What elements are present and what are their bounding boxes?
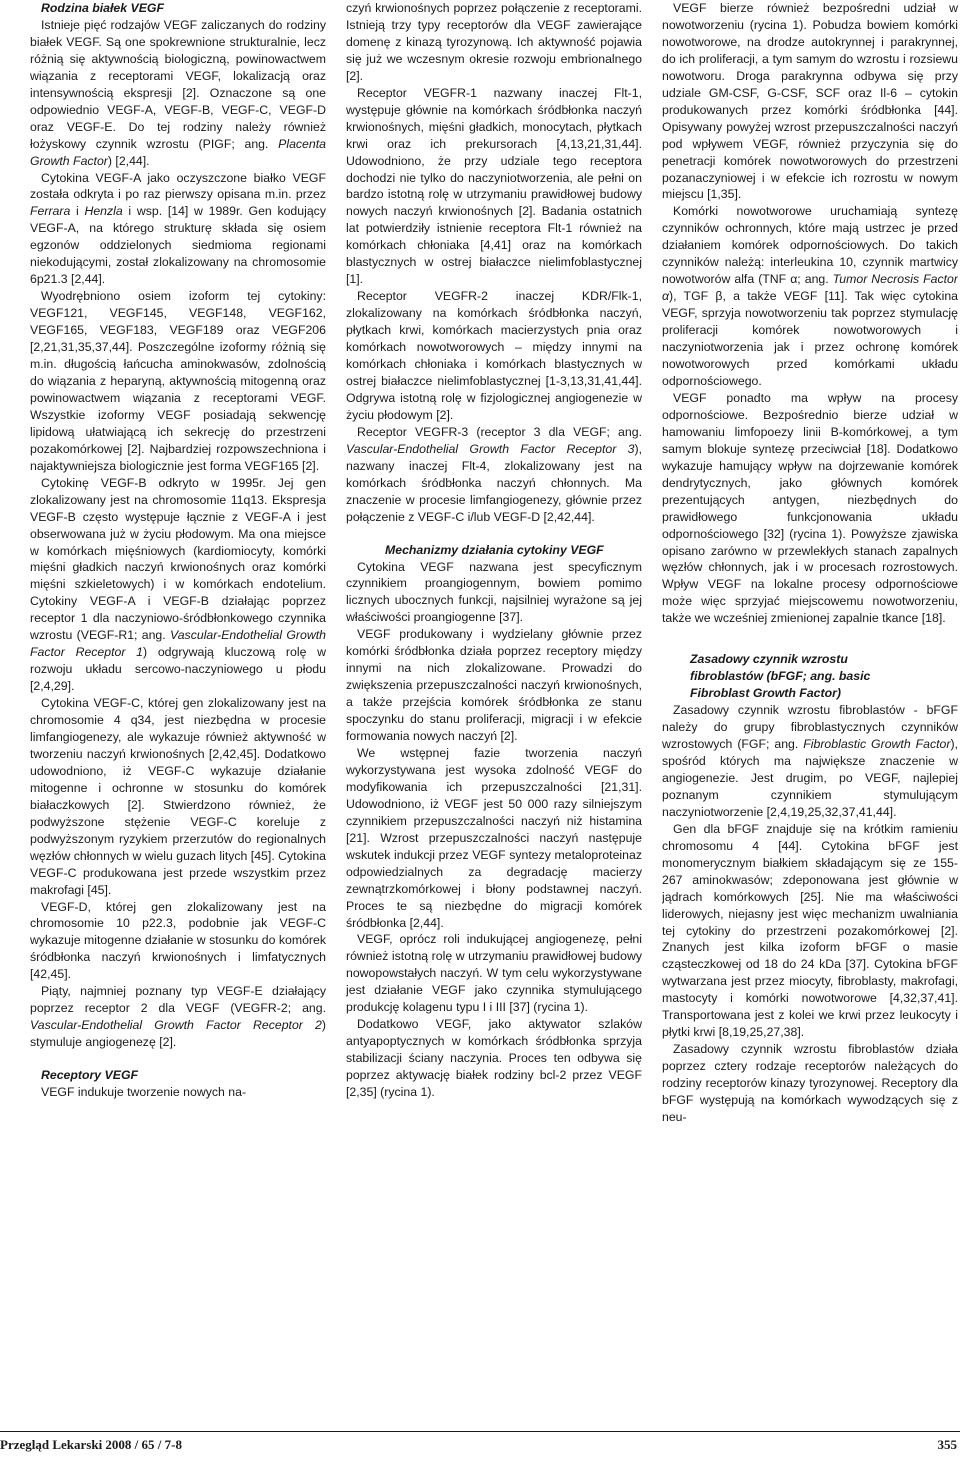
- paragraph: VEGF ponadto ma wpływ na procesy odpornościowe. Bezpośrednio bierze udział w hamowaniu limfopoezy linii B-komórkowej, a tym samym blokuje syntezę przeciwciał [18]. Dodatkowo wykazuje hamujący wpływ na dojrzewanie komórek dendrytycznych, jako głównych komórek prezentujących antygen, niezbędnych do prawidłowego funkcjonowania układu odpornościowego [32] (rycina 1). Powyższe zjawiska opisano zarówno w przewlekłych stanach zapalnych węzłów chłonnych, jak i w procesach rozrostowych. Wpływ VEGF na lokalne procesy odpornościowe może więc sprzyjać miejscowemu nowotworzeniu, także we wcześniej zmienionej zapalnie tkance [18].: [662, 390, 958, 626]
- text-columns: [30, 0, 958, 1425]
- paragraph: VEGF, oprócz roli indukującej angiogenezę, pełni również istotną rolę w utrzymaniu prawidłowej budowy nowopowstałych naczyń. W tym celu wykorzystywane jest działanie VEGF jako czynnika stymulującego produkcję kolagenu typu I i III [37] (rycina 1).: [346, 932, 642, 1015]
- section-heading-vegf-receptors: Receptory VEGF: [41, 1068, 139, 1083]
- section-heading-vegf-family: Rodzina białek VEGF: [41, 1, 164, 15]
- paragraph: Cytokina VEGF-A jako oczyszczone białko VEGF została odkryta i po raz pierwszy opisana m.in. przez Ferrara i Henzla i wsp. [14] w 1989r. Gen kodujący VEGF-A, na którego strukturę składa się osiem egzonów oddzielonych siedmioma regionami niekodującymi, został zlokalizowany na chromosomie 6p21.3 [2,44].: [30, 170, 326, 287]
- paragraph: Receptor VEGFR-2 inaczej KDR/Flk-1, zlokalizowany na komórkach śródbłonka naczyń, płytkach krwi, komórkach macierzystych pnia oraz komórkach nowotworowych – między innymi na komórkach chłoniaka i komórkach blastycznych w ostrej białaczce nielimfoblastycznej [1-3,13,31,41,44]. Odgrywa istotną rolę w fizjologicznej angiogenezie w życiu płodowym [2].: [346, 289, 642, 422]
- paragraph: Istnieje pięć rodzajów VEGF zaliczanych do rodziny białek VEGF. Są one spokrewnione strukturalnie, lecz różnią się aktywnością biologiczną, powinowactwem wiązania z receptorami VEGF, lokalizacją oraz intensywnością ekspresji [2]. Oznaczone są one odpowiednio VEGF-A, VEGF-B, VEGF-C, VEGF-D oraz VEGF-E. Do tej rodziny należy również łożyskowy czynnik wzrostu (PIGF; ang. Placenta Growth Factor) [2,44].: [30, 17, 326, 168]
- paragraph: Cytokinę VEGF-B odkryto w 1995r. Jej gen zlokalizowany jest na chromosomie 11q13. Ekspresja VEGF-B często występuje łącznie z VEGF-A i jest obserwowana już w życiu płodowym. Ma ona miejsce w komórkach mięśniowych (kardiomiocyty, komórki mięśni gładkich naczyń krwionośnych oraz komórki mięśni szkieletowych) i w komórkach endotelium. Cytokiny VEGF-A i VEGF-B działając poprzez receptor 1 dla naczyniowo-śródbłonkowego czynnika wzrostu (VEGF-R1; ang. Vascular-Endothelial Growth Factor Receptor 1) odgrywają kluczową rolę w rozwoju układu sercowo-naczyniowego u płodu [2,4,29].: [30, 475, 326, 694]
- paragraph: Zasadowy czynnik wzrostu fibroblastów działa poprzez cztery rodzaje receptorów należących do rodziny receptorów kinazy tyrozynowej. Receptory dla bFGF występują na komórkach wywodzących się z neu-: [662, 1042, 958, 1124]
- section-heading-vegf-mechanisms: Mechanizmy działania cytokiny VEGF: [385, 542, 604, 557]
- column-2: [346, 0, 642, 1425]
- paragraph: Dodatkowo VEGF, jako aktywator szlaków antyapoptycznych w komórkach śródbłonka sprzyja stabilizacji ściany naczynia. Proces ten odbywa się poprzez aktywację białek rodziny bcl-2 przez VEGF [2,35] (rycina 1).: [346, 1017, 642, 1100]
- column-3: [662, 0, 958, 1425]
- paragraph: Cytokina VEGF nazwana jest specyficznym czynnikiem proangiogennym, bowiem pomimo licznych ubocznych funkcji, najsilniej wyrażone są jej właściwości proangiogenne [37].: [346, 559, 642, 625]
- footer-divider: [0, 1431, 960, 1432]
- paragraph: VEGF indukuje tworzenie nowych na-: [41, 1085, 247, 1100]
- paragraph: VEGF bierze również bezpośredni udział w nowotworzeniu (rycina 1). Pobudza bowiem komórki nowotworowe, na drodze autokrynnej i parakrynnej, do ich proliferacji, a tym samym do wzrostu i rozsiewu nowotworu. Droga parakrynna odbywa się przy udziale GM-CSF, G-CSF, SCF oraz Il-6 – cytokin produkowanych przez komórki śródbłonka [44]. Opisywany powyżej wzrost przepuszczalności naczyń pod wpływem VEGF, również przyczynia się do penetracji komórek nowotworowych do przestrzeni pozanaczyniowej i w efekcie ich rozrostu w nowym miejscu [1,35].: [662, 1, 958, 202]
- paragraph: We wstępnej fazie tworzenia naczyń wykorzystywana jest wysoka zdolność VEGF do modyfikowania ich przepuszczalności [21,31]. Udowodniono, iż VEGF jest 50 000 razy silniejszym czynnikiem przepuszczalności naczyń niż histamina [21]. Wzrost przepuszczalności naczyń następuje wskutek indukcji przez VEGF syntezy metaloproteinaz odpowiedzialnych za degradację macierzy zewnątrzkomórkowej i błony podstawnej naczyń. Proces te są niezbędne do migracji komórek śródbłonka [2,44].: [346, 745, 642, 930]
- paragraph: Receptor VEGFR-3 (receptor 3 dla VEGF; ang. Vascular-Endothelial Growth Factor Receptor 3), nazwany inaczej Flt-4, zlokalizowany jest na komórkach śródbłonka naczyń chłonnych. Ma znaczenie w procesie limfangiogenezy, głównie przez połączenie z VEGF-C i/lub VEGF-D [2,42,44].: [346, 424, 642, 524]
- page-footer: [0, 1431, 960, 1455]
- paragraph: VEGF produkowany i wydzielany głównie przez komórki śródbłonka działa poprzez receptory między innymi na nich zlokalizowane. Prowadzi do zwiększenia przepuszczalności naczyń krwionośnych, a także przejścia komórek śródbłonka ze stanu spoczynku do stanu proliferacji, migracji i w efekcie formowania nowych naczyń [2].: [346, 627, 642, 744]
- paragraph: Zasadowy czynnik wzrostu fibroblastów - bFGF należy do grupy fibroblastycznych czynników wzrostowych (FGF; ang. Fibroblastic Growth Factor), spośród których ma największe znaczenie w angiogenezie. Jest drugim, po VEGF, najlepiej poznanym czynnikiem stymulującym naczyniotworzenie [2,4,19,25,32,37,41,44].: [662, 703, 958, 819]
- paragraph: Piąty, najmniej poznany typ VEGF-E działający poprzez receptor 2 dla VEGF (VEGFR-2; ang. Vascular-Endothelial Growth Factor Receptor 2) stymuluje angiogenezę [2].: [30, 984, 326, 1050]
- column-1: [30, 0, 326, 1425]
- journal-citation: Przegląd Lekarski 2008 / 65 / 7-8: [0, 1437, 182, 1452]
- paragraph: czyń krwionośnych poprzez połączenie z receptorami. Istnieją trzy typy receptorów dla VEGF zawierające domenę z kinazą tyrozynową. Ich aktywność pojawia się już we wczesnym okresie rozwoju embrionalnego [2].: [346, 1, 642, 83]
- section-heading-bfgf: Zasadowy czynnik wzrostu fibroblastów (bFGF; ang. basic Fibroblast Growth Factor): [690, 652, 871, 701]
- paragraph: Wyodrębniono osiem izoform tej cytokiny: VEGF121, VEGF145, VEGF148, VEGF162, VEGF165, VEGF183, VEGF189 oraz VEGF206 [2,21,31,35,37,44]. Poszczególne izoformy różnią się m.in. długością łańcucha aminokwasów, zdolnością do wiązania z heparyną, aktywnością mitogenną oraz powinowactwem wiązania z receptorami VEGF. Wszystkie izoformy VEGF posiadają sekwencję lipidową ułatwiającą ich sekrecję do przestrzeni pozakomórkowej [2]. Najbardziej rozpowszechniona i najaktywniejsza biologicznie jest forma VEGF165 [2].: [30, 289, 326, 473]
- paragraph: Komórki nowotworowe uruchamiają syntezę czynników ochronnych, które mają ustrzec je przed działaniem komórek odpornościowych. Do takich czynników należą: interleukina 10, czynnik martwicy nowotworów alfa (TNF α; ang. Tumor Necrosis Factor α), TGF β, a także VEGF [11]. Tak więc cytokina VEGF, sprzyja nowotworzeniu tak poprzez stymulację proliferacji komórek nowotworowych i naczyniotworzenia jak i przez ochronę komórek nowotworowych przed komórkami układu odpornościowego.: [662, 204, 958, 388]
- paragraph: Cytokina VEGF-C, której gen zlokalizowany jest na chromosomie 4 q34, jest niezbędna w procesie limfangiogenezy, ale wykazuje również aktywność w tworzeniu naczyń krwionośnych [2,42,45]. Dodatkowo udowodniono, iż VEGF-C wykazuje działanie mitogenne i ochronne w stosunku do komórek białaczkowych [2]. Stwierdzono również, że podwyższone stężenie VEGF-C koreluje z podwyższonym ryzykiem przerzutów do regionalnych węzłów chłonnych w wielu guzach litych [45]. Cytokina VEGF-C produkowana jest przede wszystkim przez makrofagi [45].: [30, 696, 326, 897]
- page-number: 355: [937, 1437, 957, 1452]
- paragraph: VEGF-D, której gen zlokalizowany jest na chromosomie 10 p22.3, podobnie jak VEGF-C wykazuje mitogenne działanie w stosunku do komórek śródbłonka naczyń krwionośnych i limfatycznych [42,45].: [30, 899, 326, 982]
- paragraph: Receptor VEGFR-1 nazwany inaczej Flt-1, występuje głównie na komórkach śródbłonka naczyń krwionośnych, mięśni gładkich, monocytach, płytkach krwi oraz ich prekursorach [4,13,21,31,44]. Udowodniono, że przy udziale tego receptora dochodzi nie tylko do naczyniotworzenia, ale pełni on bardzo istotną rolę w utrzymaniu prawidłowej budowy nowych naczyń krwionośnych [2]. Badania ostatnich lat potwierdziły istnienie receptora Flt-1 również na komórkach chłoniaka [4,41] oraz na komórkach blastycznych w ostrej białaczce nielimfoblastycznej [1].: [346, 85, 642, 287]
- paragraph: Gen dla bFGF znajduje się na krótkim ramieniu chromosomu 4 [44]. Cytokina bFGF jest monomerycznym białkiem składającym się ze 155-267 aminokwasów; zdeponowana jest głównie w jądrach komórkowych [25]. Nie ma właściwości liderowych, niejasny jest więc mechanizm uwalniania tej cytokiny do przestrzeni pozakomórkowej [2]. Znanych jest kilka izoform bFGF o masie cząsteczkowej od 18 do 24 kDa [37]. Cytokina bFGF wytwarzana jest przez miocyty, fibroblasty, makrofagi, mastocyty i komórki nowotworowe [4,32,37,41]. Transportowana jest z kolei we krwi przez leukocyty i płytki krwi [8,19,25,27,38].: [662, 821, 958, 1040]
